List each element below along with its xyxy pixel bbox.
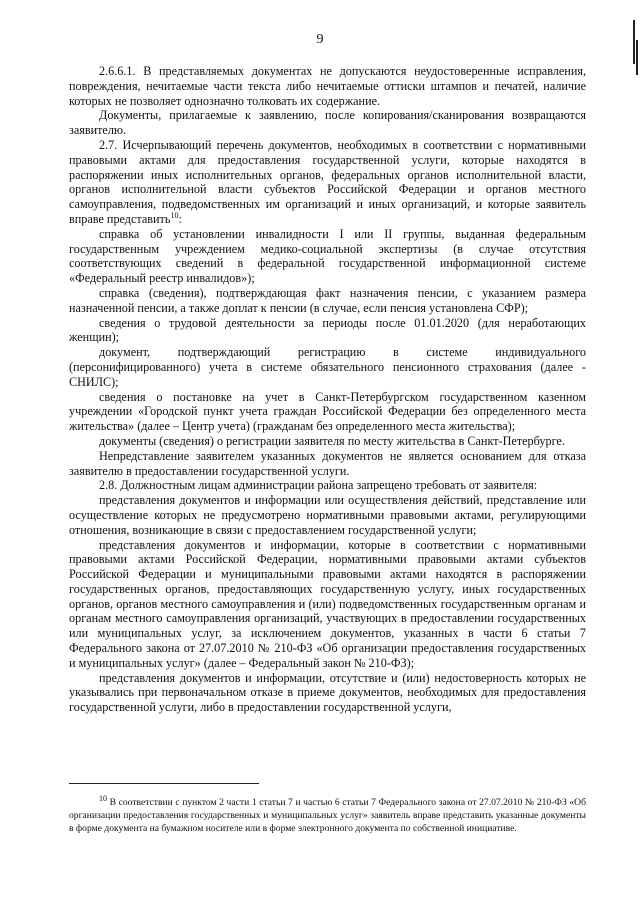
- footnote-separator: [69, 783, 259, 784]
- footnote-text: В соответствии с пунктом 2 части 1 статьи 7 и частью 6 статьи 7 Федерального закона от 27.07.2010 № 210-ФЗ «Об организации предоставления государственных и муниципальных услуг» заявитель вправе представить указанные документы в форме документа на бумажном носителе или в форме электронного документа по собственной инициативе.: [69, 797, 586, 835]
- list-item-not-required-actions: представления документов и информации или осуществления действий, представление или осуществление которых не предусмотрено нормативными правовыми актами, регулирующими отношения, возникающие в связи с предоставлением государственной услуги;: [69, 493, 586, 537]
- list-item-disability-certificate: справка об установлении инвалидности I или II группы, выданная федеральным государственным учреждением медико-социальной экспертизы (в случае отсутствия соответствующих сведений в федеральной государственной информационной системе «Федеральный реестр инвалидов»);: [69, 226, 586, 286]
- footnote-ref-suffix: :: [178, 211, 182, 226]
- list-item-employment-info: сведения о трудовой деятельности за периоды после 01.01.2020 (для неработающих женщин);: [69, 315, 586, 345]
- page-number: 9: [316, 32, 324, 47]
- paragraph-non-submission: Непредставление заявителем указанных документов не является основанием для отказа заявителю в предоставлении государственной услуги.: [69, 448, 586, 478]
- paragraph-2-7: [69, 138, 586, 227]
- footnote: [69, 793, 586, 836]
- scan-edge-mark: [633, 20, 635, 64]
- paragraph-2-8: 2.8. Должностным лицам администрации района запрещено требовать от заявителя:: [99, 478, 538, 493]
- paragraph-2-7-text: 2.7. Исчерпывающий перечень документов, необходимых в соответствии с нормативными правовыми актами для предоставления государственной услуги, которые находятся в распоряжении иных исполнительных органов, федеральных органов исполнительной власти, органов исполнительной власти субъектов Российской Федерации и органов местного самоуправления, подведомственных им организаций и иных организаций, и которые заявитель вправе представить: [69, 137, 586, 226]
- list-item-missing-documents: представления документов и информации, отсутствие и (или) недостоверность которых не указывались при первоначальном отказе в приеме документов, необходимых для предоставления государственной услуги, либо в предоставлении государственной услуги,: [69, 670, 586, 715]
- list-item-residence-registration: документы (сведения) о регистрации заявителя по месту жительства в Санкт-Петербурге.: [99, 433, 565, 448]
- list-item-snils: документ, подтверждающий регистрацию в системе индивидуального (персонифицированного) учета в системе обязательного пенсионного страхования (далее - СНИЛС);: [69, 345, 586, 389]
- document-body: [69, 64, 586, 715]
- footnote-10: [69, 793, 586, 836]
- list-item-pension-certificate: справка (сведения), подтверждающая факт назначения пенсии, с указанием размера назначенной пенсии, а также доплат к пенсии (в случае, если пенсия установлена СФР);: [69, 285, 586, 315]
- scan-edge-mark: [636, 40, 638, 75]
- list-item-documents-in-possession: представления документов и информации, которые в соответствии с нормативными правовыми актами Российской Федерации, нормативными правовыми актами субъектов Российской Федерации и муниципальными правовыми актами находятся в распоряжении государственных органов, предоставляющих государственную услугу, иных государственных органов, органов местного самоуправления и (или) подведомственных государственным органам и органам местного самоуправления организаций, участвующих в предоставлении государственных или муниципальных услуг, за исключением документов, указанных в части 6 статьи 7 Федерального закона от 27.07.2010 № 210-ФЗ «Об организации предоставления государственных и муниципальных услуг» (далее – Федеральный закон № 210-ФЗ);: [69, 537, 586, 670]
- paragraph-documents-returned: Документы, прилагаемые к заявлению, после копирования/сканирования возвращаются заявителю.: [69, 108, 586, 138]
- paragraph-2-6-6-1: 2.6.6.1. В представляемых документах не допускаются неудостоверенные исправления, повреждения, нечитаемые части текста либо нечитаемые оттиски штампов и печатей, наличие которых не позволяет однозначно толковать их содержание.: [69, 64, 586, 108]
- footnote-marker: 10: [99, 793, 107, 803]
- footnote-reference: 10: [170, 210, 179, 220]
- list-item-registration-center: сведения о постановке на учет в Санкт-Петербургском государственном казенном учреждении «Городской пункт учета граждан Российской Федерации без определенного места жительства» (далее – Центр учета) (гражданам без определенного места жительства);: [69, 389, 586, 434]
